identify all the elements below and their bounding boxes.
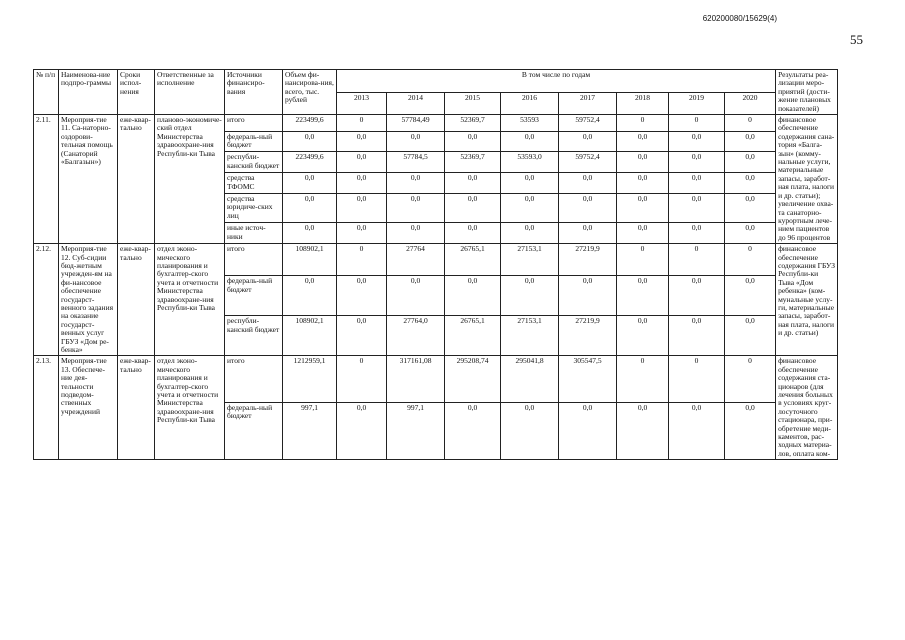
financing-table	[33, 69, 838, 460]
header-year: 2013	[337, 92, 387, 115]
row-number: 2.13.	[34, 356, 59, 460]
year-value: 0,0	[617, 193, 669, 223]
year-value: 0,0	[387, 276, 445, 316]
year-value: 295208,74	[445, 356, 501, 402]
year-value: 0,0	[337, 402, 387, 459]
year-value: 27219,9	[559, 316, 617, 356]
year-value: 0,0	[337, 276, 387, 316]
header-result: Результаты реа-лизации меро-приятий (дости-жение плановых показателей)	[776, 70, 838, 115]
header-years-group: В том числе по годам	[337, 70, 776, 93]
year-value: 317161,08	[387, 356, 445, 402]
year-value: 0,0	[617, 402, 669, 459]
year-value: 0,0	[617, 152, 669, 173]
year-value: 0,0	[559, 223, 617, 244]
year-value: 0,0	[445, 193, 501, 223]
table-header	[34, 70, 838, 115]
year-value: 0,0	[669, 173, 725, 194]
year-value: 0,0	[445, 402, 501, 459]
year-value: 0,0	[725, 276, 776, 316]
year-value: 0,0	[387, 131, 445, 152]
funding-source: итого	[225, 115, 283, 132]
year-value: 0,0	[337, 173, 387, 194]
header-terms: Сроки испол-нения	[118, 70, 155, 115]
year-value: 0,0	[501, 402, 559, 459]
responsible-party: отдел эконо-мического планирования и бухгалтер-ского учета и отчетности Министерства здравоохране-ния Республи-ки Тыва	[155, 356, 225, 460]
year-value: 53593,0	[501, 152, 559, 173]
year-value: 52369,7	[445, 152, 501, 173]
year-value: 0,0	[501, 193, 559, 223]
year-value: 997,1	[387, 402, 445, 459]
responsible-party: отдел эконо-мического планирования и бухгалтер-ского учета и отчетности Министерства здравоохране-ния Республи-ки Тыва	[155, 244, 225, 356]
year-value: 0	[617, 244, 669, 276]
responsible-party: планово-экономиче-ский отдел Министерства здравоохране-ния Республи-ки Тыва	[155, 115, 225, 244]
year-value: 0	[337, 356, 387, 402]
year-value: 0,0	[725, 402, 776, 459]
result-text: финансовое обеспечение содержания ста-ционаров (для лечения больных в условиях круг-лосуточного стационара, при-обретение меди-каментов, рас-ходных материа-лов, оплата ком-	[776, 356, 838, 460]
year-value: 0,0	[559, 276, 617, 316]
execution-terms: еже-квар-тально	[118, 244, 155, 356]
year-value: 59752,4	[559, 152, 617, 173]
volume-value: 108902,1	[283, 316, 337, 356]
year-value: 59752,4	[559, 115, 617, 132]
table-row	[34, 244, 838, 276]
year-value: 0,0	[669, 223, 725, 244]
funding-source: итого	[225, 244, 283, 276]
measure-name: Мероприя-тие 13. Обеспече-ние дея-тельности подведом-ственных учреждений	[59, 356, 118, 460]
year-value: 0	[725, 356, 776, 402]
year-value: 0,0	[387, 193, 445, 223]
header-volume: Объем фи-нансирова-ния, всего, тыс. рублей	[283, 70, 337, 115]
funding-source: республи-канский бюджет	[225, 152, 283, 173]
row-number: 2.12.	[34, 244, 59, 356]
volume-value: 0,0	[283, 173, 337, 194]
year-value: 295041,8	[501, 356, 559, 402]
document-id: 620200080/15629(4)	[702, 14, 777, 23]
funding-source: средства ТФОМС	[225, 173, 283, 194]
year-value: 0,0	[669, 131, 725, 152]
year-value: 0	[669, 244, 725, 276]
year-value: 0,0	[445, 173, 501, 194]
year-value: 52369,7	[445, 115, 501, 132]
year-value: 27153,1	[501, 244, 559, 276]
year-value: 0,0	[617, 223, 669, 244]
year-value: 53593	[501, 115, 559, 132]
year-value: 0,0	[501, 223, 559, 244]
year-value: 27219,9	[559, 244, 617, 276]
header-year: 2014	[387, 92, 445, 115]
year-value: 0,0	[669, 402, 725, 459]
volume-value: 0,0	[283, 193, 337, 223]
year-value: 0,0	[669, 193, 725, 223]
year-value: 0,0	[669, 316, 725, 356]
header-year: 2020	[725, 92, 776, 115]
year-value: 0,0	[617, 316, 669, 356]
year-value: 0	[725, 244, 776, 276]
header-num: № п/п	[34, 70, 59, 115]
year-value: 305547,5	[559, 356, 617, 402]
year-value: 0,0	[725, 131, 776, 152]
year-value: 0	[725, 115, 776, 132]
volume-value: 223499,6	[283, 152, 337, 173]
year-value: 0,0	[501, 276, 559, 316]
header-year: 2017	[559, 92, 617, 115]
measure-name: Мероприя-тие 11. Са-наторно-оздорови-тельная помощь (Санаторий «Балгазын»)	[59, 115, 118, 244]
funding-source: федераль-ный бюджет	[225, 402, 283, 459]
header-source: Источники финансиро-вания	[225, 70, 283, 115]
result-text: финансовое обеспечение содержания ГБУЗ Республи-ки Тыва «Дом ребенка» (ком-мунальные услу-ги, материальные запасы, заработ-ная плата, налоги и др. статьи)	[776, 244, 838, 356]
year-value: 0	[669, 356, 725, 402]
header-responsible: Ответственные за исполнение	[155, 70, 225, 115]
year-value: 57784,49	[387, 115, 445, 132]
table-body	[34, 115, 838, 460]
table-row	[34, 115, 838, 132]
year-value: 0,0	[501, 131, 559, 152]
year-value: 0,0	[559, 402, 617, 459]
header-name: Наименова-ние подпро-граммы	[59, 70, 118, 115]
volume-value: 0,0	[283, 223, 337, 244]
year-value: 0,0	[559, 131, 617, 152]
year-value: 0	[337, 115, 387, 132]
year-value: 0,0	[387, 223, 445, 244]
year-value: 0	[617, 356, 669, 402]
year-value: 0,0	[337, 131, 387, 152]
year-value: 0,0	[617, 276, 669, 316]
year-value: 0,0	[617, 173, 669, 194]
header-year: 2019	[669, 92, 725, 115]
year-value: 0,0	[337, 152, 387, 173]
volume-value: 108902,1	[283, 244, 337, 276]
header-year: 2015	[445, 92, 501, 115]
year-value: 0,0	[669, 276, 725, 316]
page-number: 55	[850, 32, 863, 47]
funding-source: федераль-ный бюджет	[225, 131, 283, 152]
year-value: 26765,1	[445, 316, 501, 356]
volume-value: 1212959,1	[283, 356, 337, 402]
funding-source: федераль-ный бюджет	[225, 276, 283, 316]
year-value: 0,0	[617, 131, 669, 152]
year-value: 0,0	[559, 173, 617, 194]
volume-value: 997,1	[283, 402, 337, 459]
year-value: 0,0	[445, 276, 501, 316]
year-value: 27764	[387, 244, 445, 276]
year-value: 0,0	[337, 193, 387, 223]
year-value: 0,0	[725, 173, 776, 194]
funding-source: итого	[225, 356, 283, 402]
header-year: 2018	[617, 92, 669, 115]
row-number: 2.11.	[34, 115, 59, 244]
year-value: 0,0	[725, 316, 776, 356]
year-value: 0	[337, 244, 387, 276]
year-value: 0	[617, 115, 669, 132]
measure-name: Мероприя-тие 12. Суб-сидии бюд-жетным учрежден-ям на фи-нансовое обеспечение государст-венного задания на оказание государст-венных услуг ГБУЗ «Дом ре-бенка»	[59, 244, 118, 356]
year-value: 0,0	[725, 152, 776, 173]
year-value: 0,0	[387, 173, 445, 194]
year-value: 0	[669, 115, 725, 132]
execution-terms: еже-квар-тально	[118, 115, 155, 244]
year-value: 0,0	[337, 316, 387, 356]
volume-value: 0,0	[283, 131, 337, 152]
year-value: 0,0	[501, 173, 559, 194]
result-text: финансовое обеспечение содержания сана-тория «Балга-зын» (комму-нальные услуги, материальные запасы, заработ-ная плата, налоги и др. статьи); увеличение охва-та санаторно-курортным лече-нием пациентов до 96 процентов	[776, 115, 838, 244]
funding-source: средства юридиче-ских лиц	[225, 193, 283, 223]
year-value: 0,0	[725, 193, 776, 223]
header-year: 2016	[501, 92, 559, 115]
year-value: 26765,1	[445, 244, 501, 276]
year-value: 0,0	[559, 193, 617, 223]
execution-terms: еже-квар-тально	[118, 356, 155, 460]
year-value: 57784,5	[387, 152, 445, 173]
table-row	[34, 356, 838, 402]
volume-value: 223499,6	[283, 115, 337, 132]
year-value: 0,0	[445, 223, 501, 244]
funding-source: иные источ-ники	[225, 223, 283, 244]
year-value: 27153,1	[501, 316, 559, 356]
funding-source: республи-канский бюджет	[225, 316, 283, 356]
year-value: 0,0	[445, 131, 501, 152]
year-value: 0,0	[337, 223, 387, 244]
year-value: 27764,0	[387, 316, 445, 356]
volume-value: 0,0	[283, 276, 337, 316]
year-value: 0,0	[725, 223, 776, 244]
year-value: 0,0	[669, 152, 725, 173]
